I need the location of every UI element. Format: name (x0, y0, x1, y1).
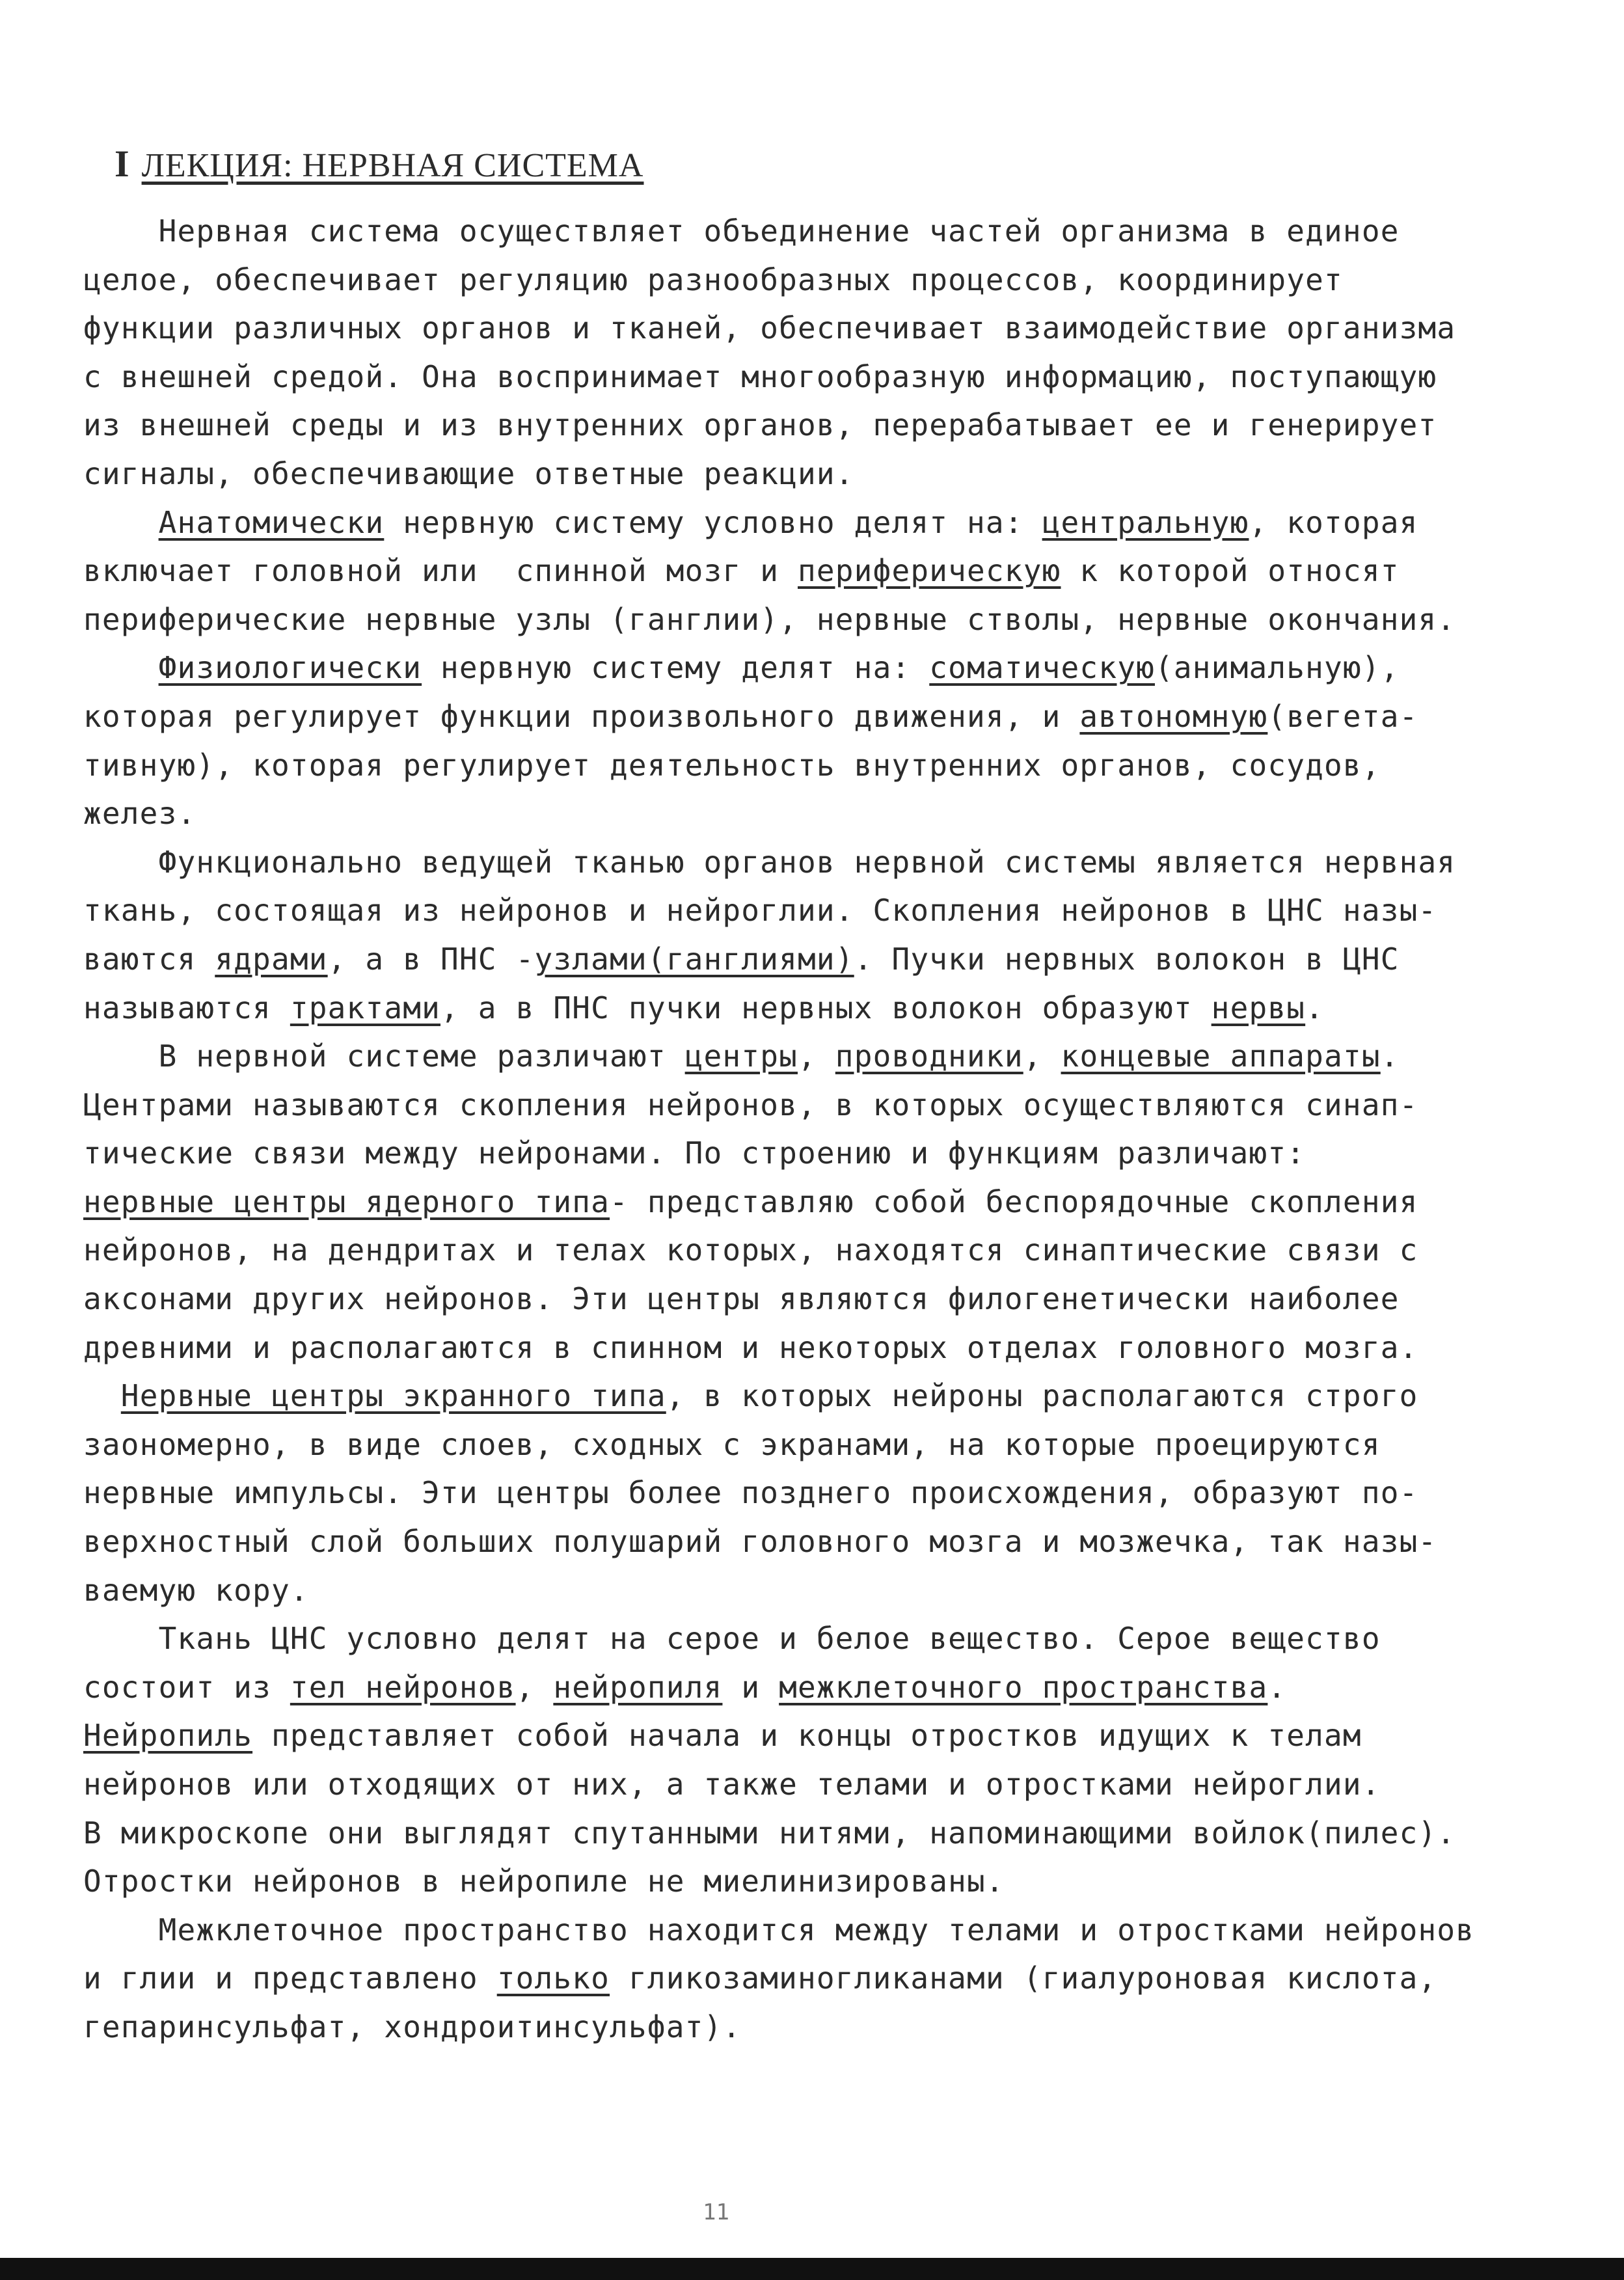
text-run: нервную систему делят на: (422, 650, 930, 686)
text-run: Функционально ведущей тканью органов нервной системы является нервная (83, 844, 1456, 880)
text-line (83, 984, 1567, 1033)
text-line (83, 256, 1567, 305)
text-line (83, 935, 1567, 984)
text-run: нервную систему условно делят на: (384, 504, 1042, 540)
text-run: Нервная система осуществляет объединение частей организма в единое (83, 213, 1400, 249)
text-run: . Пучки нервных волокон в ЦНС (854, 941, 1400, 977)
text-run: называются (83, 990, 290, 1025)
underlined-term: Нервные центры экранного типа (120, 1378, 666, 1414)
text-line (83, 1275, 1567, 1323)
underlined-term: Нейропиль (83, 1718, 253, 1754)
text-line (83, 1178, 1567, 1227)
lecture-title (115, 142, 643, 185)
text-line (83, 741, 1567, 790)
text-run: сигналы, обеспечивающие ответные реакции. (83, 455, 854, 491)
underlined-term: межклеточного пространства (779, 1669, 1268, 1705)
text-line (83, 547, 1567, 595)
underlined-term: Анатомически (158, 504, 385, 540)
text-line (83, 1663, 1567, 1712)
text-run: к которой относят (1061, 553, 1400, 589)
underlined-term: нервы (1211, 990, 1306, 1025)
text-run: В микроскопе они выглядят спутанными нитями, напоминающими войлок(пилес). (83, 1815, 1456, 1851)
text-line (83, 595, 1567, 644)
text-line (83, 1517, 1567, 1566)
text-run: аксонами других нейронов. Эти центры являются филогенетически наиболее (83, 1281, 1400, 1317)
text-run: . (1380, 1038, 1400, 1074)
text-run: тивную), которая регулирует деятельность внутренних органов, сосудов, (83, 747, 1381, 783)
text-run: ваются (83, 941, 215, 977)
underlined-term: проводники (835, 1038, 1023, 1074)
text-run: . (1267, 1669, 1287, 1705)
text-run: - представляю собой беспорядочные скопления (610, 1184, 1418, 1219)
text-run: тические связи между нейронами. По строению и функциям различают: (83, 1135, 1306, 1171)
text-run: верхностный слой больших полушарий головного мозга и мозжечка, так назы- (83, 1524, 1437, 1560)
text-run: и глии и представлено (83, 1961, 497, 1996)
text-line (83, 401, 1567, 450)
text-line (83, 1129, 1567, 1178)
text-run: нейронов, на дендритах и телах которых, находятся синаптические связи с (83, 1232, 1418, 1268)
text-run: из внешней среды и из внутренних органов, перерабатывает ее и генерирует (83, 407, 1437, 443)
underlined-term: Физиологически (158, 650, 422, 686)
text-line (83, 789, 1567, 838)
text-line (83, 1711, 1567, 1760)
text-run: ваемую кору. (83, 1572, 309, 1608)
text-line (83, 1323, 1567, 1372)
text-line (83, 207, 1567, 256)
underlined-term: соматическую (929, 650, 1155, 686)
text-run: , которая (1249, 504, 1418, 540)
text-run: гликозаминогликанами (гиалуроновая кислота, (610, 1961, 1437, 1996)
text-run: Ткань ЦНС условно делят на серое и белое вещество. Серое вещество (83, 1621, 1381, 1657)
text-run: с внешней средой. Она воспринимает многообразную информацию, поступающую (83, 359, 1437, 394)
underlined-term: тел нейронов (290, 1669, 516, 1705)
text-line (83, 1372, 1567, 1420)
text-run: , а в ПНС пучки нервных волокон образуют (440, 990, 1211, 1025)
text-run: Межклеточное пространство находится между телами и отростками нейронов (83, 1912, 1475, 1948)
text-line (83, 498, 1567, 547)
underlined-term: центральную (1042, 504, 1249, 540)
text-run: . (1305, 990, 1325, 1025)
underlined-term: нейропиля (553, 1669, 723, 1705)
text-run: Центрами называются скопления нейронов, в которых осуществляются синап- (83, 1087, 1418, 1122)
underlined-term: узлами(ганглиями) (534, 941, 854, 977)
text-line (83, 1226, 1567, 1275)
text-run: желез. (83, 796, 196, 832)
text-line (83, 1614, 1567, 1663)
text-run: гепаринсульфат, хондроитинсульфат). (83, 2009, 742, 2044)
text-run: , (515, 1669, 554, 1705)
text-run: состоит из (83, 1669, 290, 1705)
text-line (83, 353, 1567, 401)
text-run: которая регулирует функции произвольного движения, и (83, 698, 1080, 734)
text-line (83, 692, 1567, 741)
underlined-term: ядрами (215, 941, 328, 977)
text-run: и (722, 1669, 779, 1705)
text-line (83, 1469, 1567, 1517)
underlined-term: нервные центры ядерного типа (83, 1184, 610, 1219)
lecture-body (83, 207, 1567, 2052)
text-run: , в которых нейроны располагаются строго (666, 1378, 1418, 1414)
text-run: (анимальную), (1155, 650, 1400, 686)
text-run (83, 650, 159, 685)
text-line (83, 886, 1567, 935)
underlined-term: автономную (1079, 698, 1268, 734)
underlined-term: концевые аппараты (1061, 1038, 1381, 1074)
lecture-title-text: ЛЕКЦИЯ: НЕРВНАЯ СИСТЕМА (141, 147, 644, 184)
text-run (83, 1378, 121, 1413)
text-run: В нервной системе различают (83, 1038, 685, 1074)
text-run: , (798, 1038, 835, 1074)
text-line (83, 1809, 1567, 1858)
text-line (83, 838, 1567, 887)
text-line (83, 1032, 1567, 1081)
lecture-number: I (115, 142, 130, 185)
text-line (83, 1081, 1567, 1130)
text-run (83, 505, 159, 540)
text-run: ткань, состоящая из нейронов и нейроглии. Скопления нейронов в ЦНС назы- (83, 893, 1437, 929)
text-run: целое, обеспечивает регуляцию разнообразных процессов, координирует (83, 262, 1343, 297)
text-line (83, 1566, 1567, 1615)
underlined-term: центры (684, 1038, 798, 1074)
text-run: заономерно, в виде слоев, сходных с экранами, на которые проецируются (83, 1426, 1381, 1462)
page-mark: 11 (703, 2199, 729, 2225)
text-run: периферические нервные узлы (ганглии), нервные стволы, нервные окончания. (83, 601, 1456, 637)
text-line (83, 1906, 1567, 1955)
text-line (83, 1857, 1567, 1906)
text-line (83, 1760, 1567, 1809)
text-run: древними и располагаются в спинном и некоторых отделах головного мозга. (83, 1329, 1418, 1365)
text-run: функции различных органов и тканей, обеспечивает взаимодействие организма (83, 310, 1456, 346)
text-run: представляет собой начала и концы отростков идущих к телам (252, 1718, 1362, 1754)
text-run: нейронов или отходящих от них, а также телами и отростками нейроглии. (83, 1767, 1381, 1802)
text-run: включает головной или спинной мозг и (83, 553, 798, 589)
text-run: Отростки нейронов в нейропиле не миелинизированы. (83, 1864, 1005, 1899)
text-line (83, 1420, 1567, 1469)
text-line (83, 644, 1567, 692)
underlined-term: трактами (290, 990, 440, 1025)
text-line (83, 304, 1567, 353)
underlined-term: только (496, 1961, 610, 1996)
text-run: , а в ПНС - (327, 941, 535, 977)
scan-edge-bar (0, 2258, 1624, 2280)
text-line (83, 1954, 1567, 2003)
text-line (83, 450, 1567, 498)
text-run: (вегета- (1267, 698, 1418, 734)
text-run: , (1023, 1038, 1061, 1074)
underlined-term: периферическую (798, 553, 1061, 589)
text-line (83, 2003, 1567, 2052)
text-run: нервные импульсы. Эти центры более позднего происхождения, образуют по- (83, 1475, 1418, 1511)
